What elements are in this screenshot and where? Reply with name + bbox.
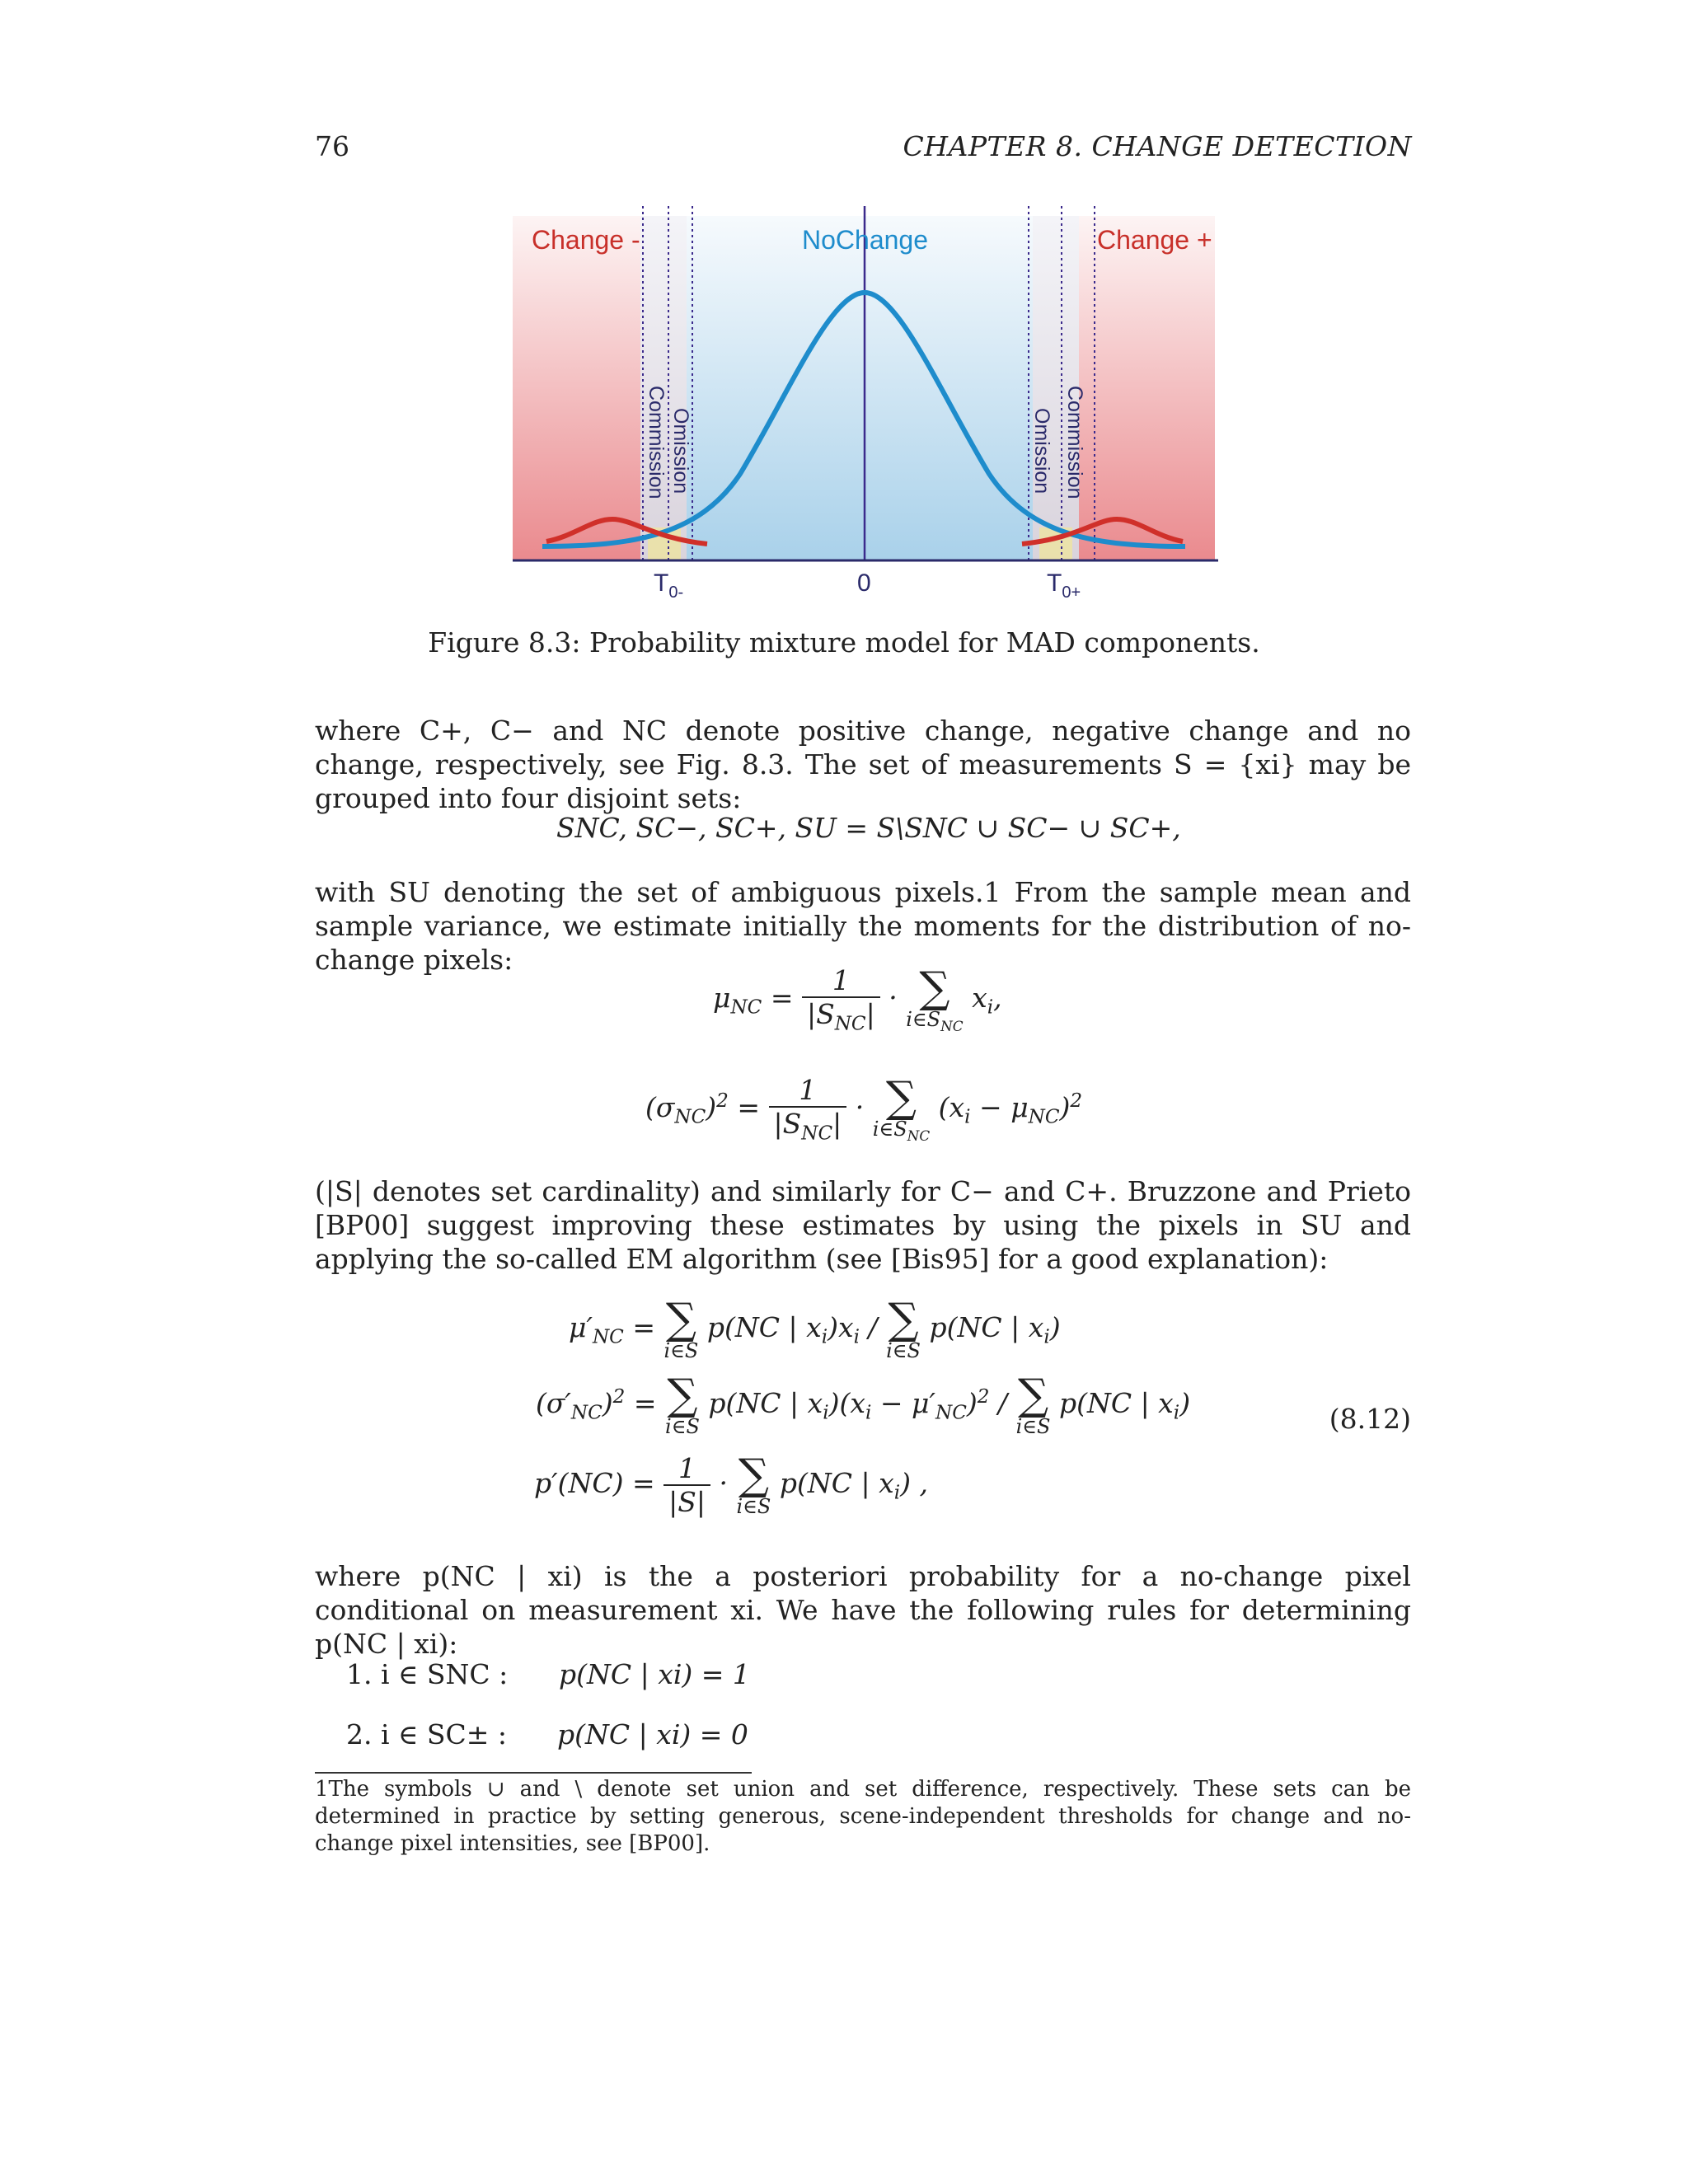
tick-right: $T_{0+}$	[1047, 569, 1081, 602]
mixture-model-figure	[509, 202, 1218, 606]
omission-right-label: Omission	[1030, 408, 1053, 494]
nochange-region	[687, 216, 1033, 560]
equation-number: (8.12)	[1329, 1403, 1411, 1435]
rule-2-equation: p(NC | xi) = 0	[557, 1718, 748, 1750]
variance-equation: $(\sigma_{NC})^2$ = $\frac{1}{|S_{NC}|}$ · ∑ $i\in S_{NC}$ $(x_i - \mu_{NC})^2$	[645, 1072, 1083, 1145]
paragraph-1: where C+, C− and NC denote positive change, negative change and no change, respectively, see Fig. 8.3. The set of measurements S = {xi} may be grouped into four disjoint sets:	[315, 715, 1411, 814]
rule-1-equation: p(NC | xi) = 1	[559, 1658, 750, 1690]
tick-left: $T_{0-}$	[654, 569, 684, 602]
commission-right-label: Commission	[1063, 386, 1086, 499]
rule-1-label: 1. i ∈ SNC :	[346, 1658, 509, 1690]
mean-equation: $\mu_{NC}$ = $\frac{1}{|S_{NC}|}$ · ∑ $i\in S_{NC}$ $x_i$,	[713, 963, 1002, 1035]
omission-left-label: Omission	[669, 408, 692, 494]
rule-2-label: 2. i ∈ SC± :	[346, 1718, 508, 1750]
change-plus-label: Change +	[1097, 225, 1212, 255]
footnote: 1The symbols ∪ and \ denote set union and set difference, respectively. These sets can be determined in practice by setting generous, scene-independent thresholds for change and no-change pixel intensities, see [BP00].	[315, 1777, 1411, 1856]
paragraph-3: (|S| denotes set cardinality) and similarly for C− and C+. Bruzzone and Prieto [BP00] suggest improving these estimates by using the pixels in SU and applying the so-called EM algorithm (see [Bis95] for a good explanation):	[315, 1175, 1411, 1275]
sets-equation: SNC, SC−, SC+, SU = S\SNC ∪ SC− ∪ SC+,	[556, 812, 1181, 844]
paragraph-4: where p(NC | xi) is the a posteriori probability for a no-change pixel conditional on measurement xi. We have the following rules for determining p(NC | xi):	[315, 1560, 1411, 1660]
em-mean-equation: $\mu'_{NC}$ = ∑ i∈S p(NC | $x_i)x_i$ / ∑ i∈S p(NC | $x_i$)	[569, 1295, 1061, 1362]
em-prior-equation: p′(NC) = $\frac{1}{|S|}$ · ∑ i∈S p(NC | $x_i$) ,	[534, 1451, 928, 1518]
figure-caption: Figure 8.3: Probability mixture model for MAD components.	[428, 626, 1260, 658]
change-minus-label: Change -	[532, 225, 640, 255]
paragraph-2: with SU denoting the set of ambiguous pixels.1 From the sample mean and sample variance, we estimate initially the moments for the distribution of no-change pixels:	[315, 876, 1411, 976]
em-variance-equation: $(\sigma'_{NC})^2$ = ∑ i∈S p(NC | $x_i)(x_i - \mu'_{NC})^2$ / ∑ i∈S p(NC | $x_i$)	[536, 1371, 1191, 1438]
change-minus-region	[513, 216, 640, 560]
footnote-rule	[315, 1772, 752, 1774]
page-number: 76	[315, 130, 349, 162]
commission-left-label: Commission	[645, 386, 668, 499]
running-head: CHAPTER 8. CHANGE DETECTION	[903, 130, 1412, 162]
nochange-label: NoChange	[802, 225, 928, 255]
tick-zero: 0	[857, 569, 871, 597]
